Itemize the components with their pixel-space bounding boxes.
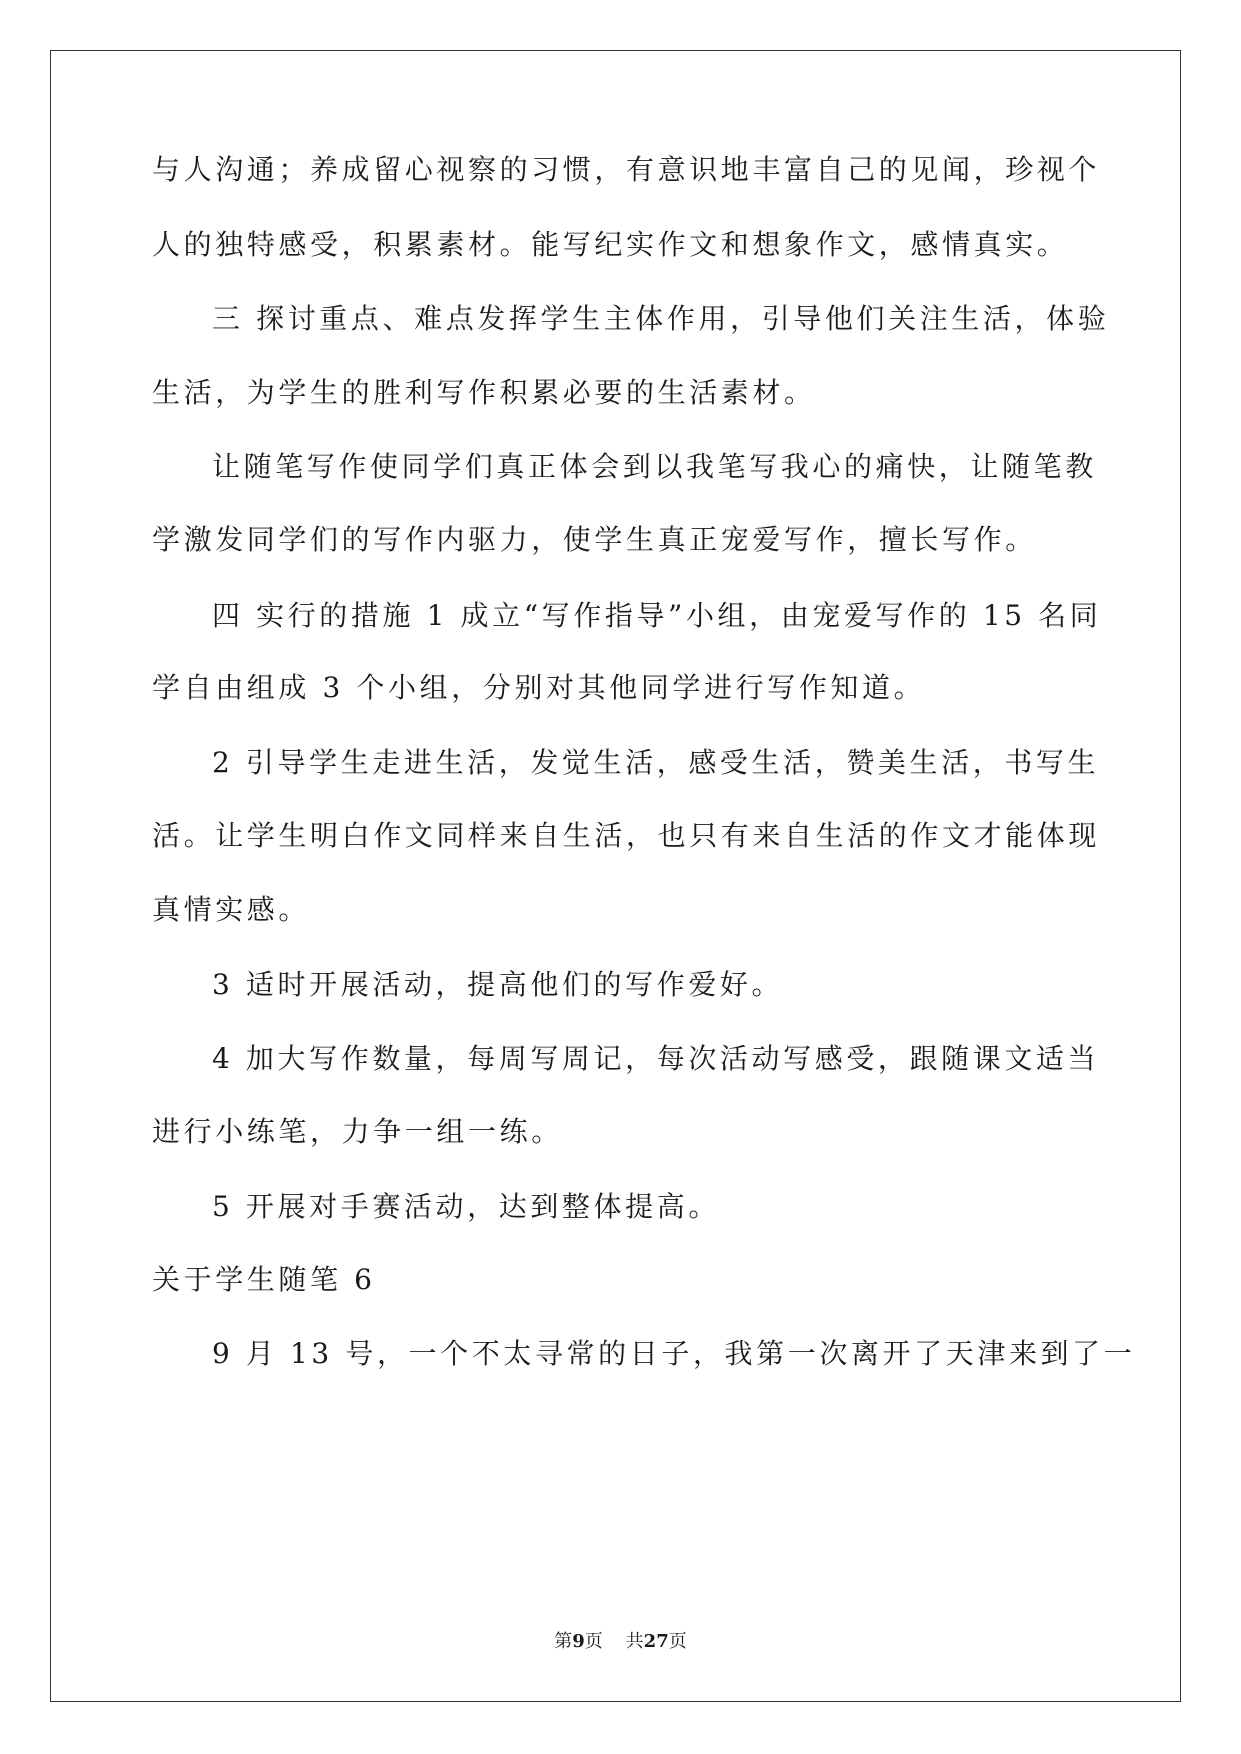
footer-page-prefix: 第 [554,1631,573,1652]
section-heading: 关于学生随笔 6 [152,1263,376,1296]
body-line: 进行小练笔，力争一组一练。 [152,1115,563,1148]
body-line: 真情实感。 [152,893,311,926]
body-line: 让随笔写作使同学们真正体会到以我笔写我心的痛快，让随笔教 [212,450,1097,483]
body-line: 9 月 13 号，一个不太寻常的日子，我第一次离开了天津来到了一 [212,1337,1136,1370]
page-border [50,50,1181,1702]
body-line: 生活，为学生的胜利写作积累必要的生活素材。 [152,376,816,409]
body-line: 四 实行的措施 1 成立“写作指导”小组，由宠爱写作的 15 名同 [212,599,1102,632]
body-line: 3 适时开展活动，提高他们的写作爱好。 [212,968,784,1001]
body-line: 人的独特感受，积累素材。能写纪实作文和想象作文，感情真实。 [152,228,1069,261]
page-footer [0,1630,1241,1654]
body-line: 5 开展对手赛活动，达到整体提高。 [212,1190,720,1223]
footer-page-suffix: 页 [584,1631,603,1652]
body-line: 学激发同学们的写作内驱力，使学生真正宠爱写作，擅长写作。 [152,523,1037,556]
body-line: 三 探讨重点、难点发挥学生主体作用，引导他们关注生活，体验 [212,302,1110,335]
footer-total-suffix: 页 [668,1631,687,1652]
footer-page-number: 9 [572,1631,585,1652]
body-line: 活。让学生明白作文同样来自生活，也只有来自生活的作文才能体现 [152,819,1101,852]
body-line: 4 加大写作数量，每周写周记，每次活动写感受，跟随课文适当 [212,1042,1100,1075]
body-line: 学自由组成 3 个小组，分别对其他同学进行写作知道。 [152,671,926,704]
footer-total-prefix: 共 [625,1631,644,1652]
footer-total-pages: 27 [643,1631,669,1652]
body-line: 2 引导学生走进生活，发觉生活，感受生活，赞美生活，书写生 [212,746,1100,779]
body-line: 与人沟通；养成留心视察的习惯，有意识地丰富自己的见闻，珍视个 [152,153,1101,186]
